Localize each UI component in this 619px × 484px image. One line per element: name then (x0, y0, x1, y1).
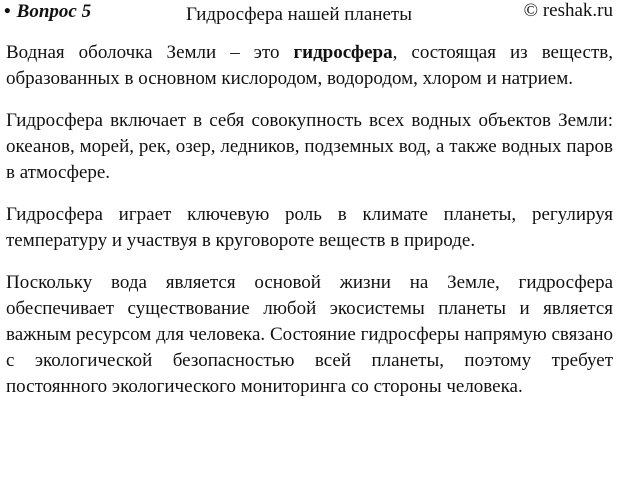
topic-title: Гидросфера нашей планеты (186, 4, 412, 25)
paragraph-1 (6, 40, 613, 92)
paragraph-1-lead: Водная оболочка Земли – это (6, 42, 294, 63)
key-term: гидросфера (293, 42, 393, 63)
answer-text (6, 40, 613, 400)
bullet-marker: • (4, 1, 11, 22)
paragraph-4: Поскольку вода является основой жизни на Земле, гидросфера обеспечивает существование любой экосистемы планеты и является важным ресурсом для человека. Состояние гидросферы напрямую связано с экологической безопасностью всей планеты, поэтому требует постоянного экологического мониторинга со стороны человека. (6, 272, 613, 397)
paragraph-2: Гидросфера включает в себя совокупность всех водных объектов Земли: океанов, морей, рек, озер, ледников, подземных вод, а также водных паров в атмосфере. (6, 110, 613, 183)
question-number: Вопрос 5 (16, 1, 92, 22)
watermark: © reshak.ru (523, 0, 613, 21)
page-header (0, 0, 619, 34)
paragraph-1-rest: , состоящая из веществ, образованных в основном кислородом, водородом, хлором и натрием. (6, 42, 613, 89)
question-label (4, 1, 91, 23)
paragraph-3: Гидросфера играет ключевую роль в климате планеты, регулируя температуру и участвуя в круговороте веществ в природе. (6, 204, 613, 251)
